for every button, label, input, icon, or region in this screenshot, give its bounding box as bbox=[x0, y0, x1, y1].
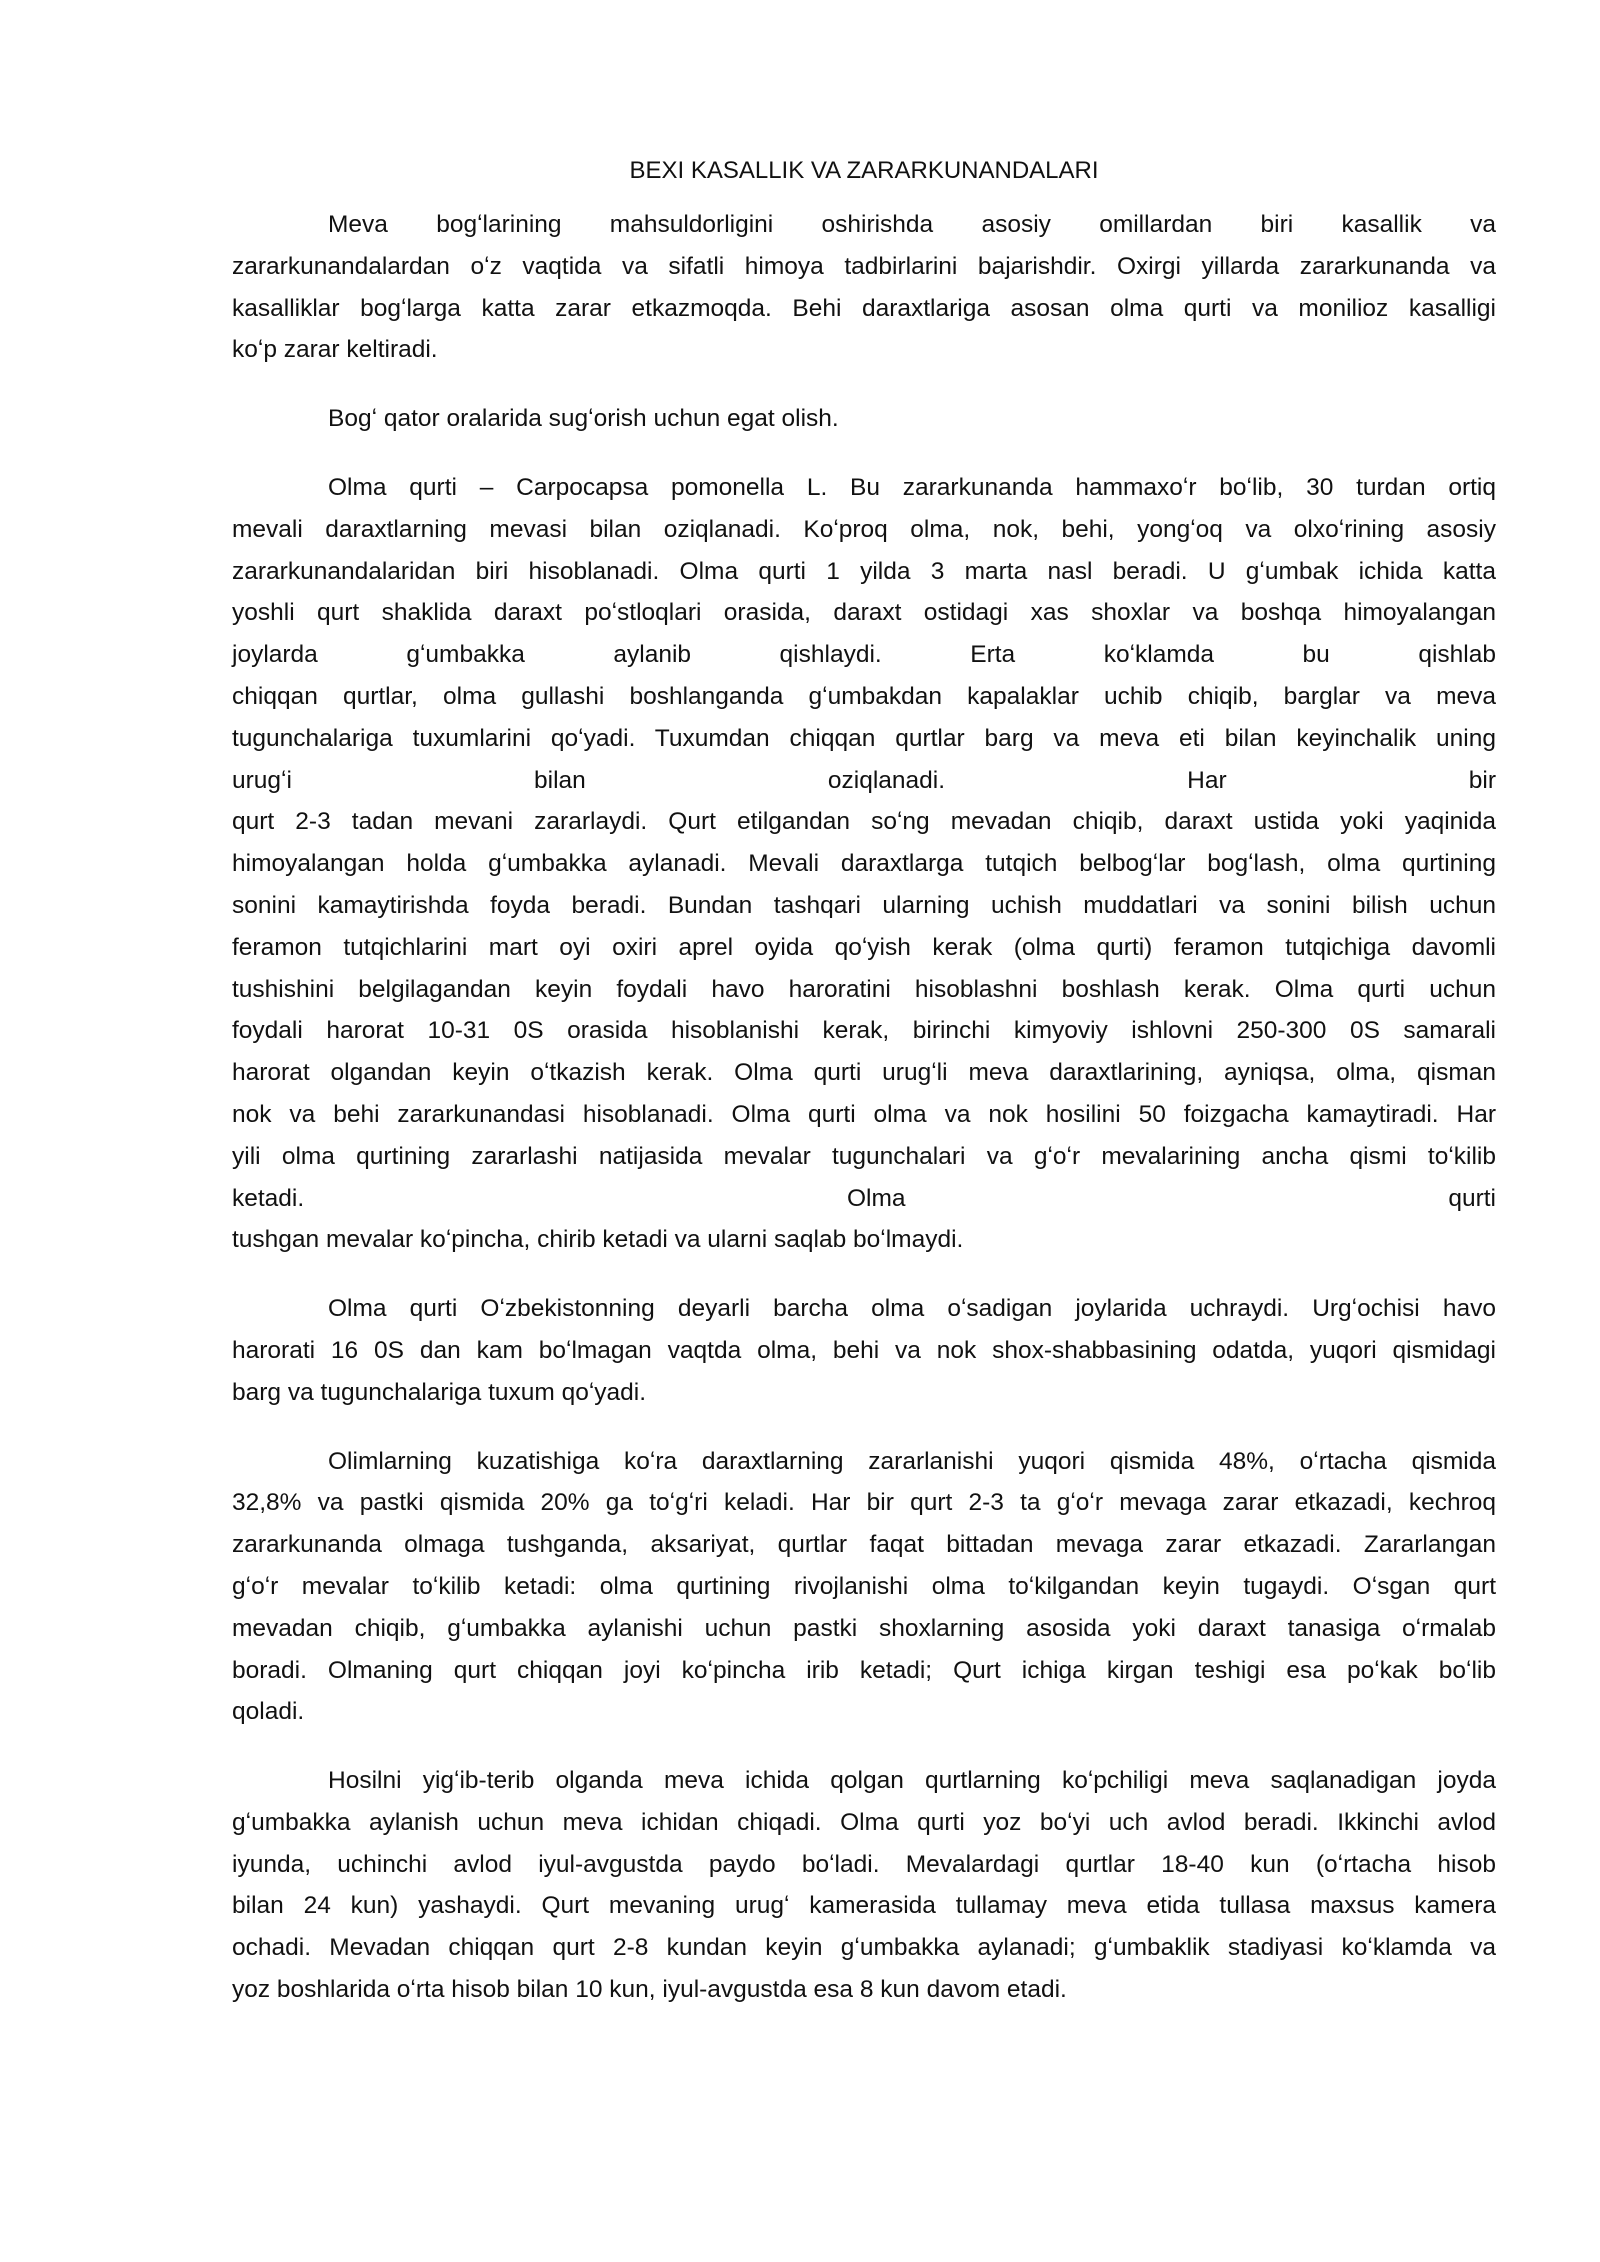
paragraph-container bbox=[232, 204, 1496, 2011]
paragraph-line: joylarda gʻumbakka aylanib qishlaydi. Erta koʻklamda bu qishlab bbox=[232, 641, 1496, 669]
paragraph-line: Bogʻ qator oralarida sugʻorish uchun egat olish. bbox=[328, 405, 839, 433]
paragraph bbox=[232, 1288, 1496, 1413]
paragraph-line: iyunda, uchinchi avlod iyul-avgustda paydo boʻladi. Mevalardagi qurtlar 18-40 kun (oʻrtacha hisob bbox=[232, 1850, 1496, 1878]
paragraph-line: tugunchalariga tuxumlarini qoʻyadi. Tuxumdan chiqqan qurtlar barg va meva eti bilan keyinchalik uning bbox=[232, 724, 1496, 752]
document-title: BEXI KASALLIK VA ZARARKUNANDALARI bbox=[629, 157, 1099, 184]
paragraph-line: kasalliklar bogʻlarga katta zarar etkazmoqda. Behi daraxtlariga asosan olma qurti va monilioz kasalligi bbox=[232, 294, 1496, 322]
document-body bbox=[232, 150, 1496, 2038]
paragraph-line: mevali daraxtlarning mevasi bilan oziqlanadi. Koʻproq olma, nok, behi, yongʻoq va olxoʻrining asosiy bbox=[232, 515, 1496, 543]
paragraph-line: zararkunanda olmaga tushganda, aksariyat, qurtlar faqat bittadan mevaga zarar etkazadi. Zararlangan bbox=[232, 1531, 1496, 1559]
paragraph-line: ochadi. Mevadan chiqqan qurt 2-8 kundan keyin gʻumbakka aylanadi; gʻumbaklik stadiyasi koʻklamda va bbox=[232, 1934, 1496, 1962]
paragraph-line: chiqqan qurtlar, olma gullashi boshlanganda gʻumbakdan kapalaklar uchib chiqib, barglar va meva bbox=[232, 682, 1496, 710]
paragraph-line: ketadi. Olma qurti bbox=[232, 1184, 1496, 1212]
paragraph-line: mevadan chiqib, gʻumbakka aylanishi uchun pastki shoxlarning asosida yoki daraxt tanasiga oʻrmalab bbox=[232, 1614, 1496, 1642]
paragraph bbox=[232, 204, 1496, 371]
paragraph-line: 32,8% va pastki qismida 20% ga toʻgʻri keladi. Har bir qurt 2-3 ta gʻoʻr mevaga zarar etkazadi, kechroq bbox=[232, 1489, 1496, 1517]
paragraph-line: Olma qurti Oʻzbekistonning deyarli barcha olma oʻsadigan joylarida uchraydi. Urgʻochisi havo bbox=[328, 1295, 1496, 1323]
paragraph-line: boradi. Olmaning qurt chiqqan joyi koʻpincha irib ketadi; Qurt ichiga kirgan teshigi esa poʻkak boʻlib bbox=[232, 1656, 1496, 1684]
paragraph-line: zararkunandalardan oʻz vaqtida va sifatli himoya tadbirlarini bajarishdir. Oxirgi yillarda zararkunanda va bbox=[232, 252, 1496, 280]
paragraph-line: Meva bogʻlarining mahsuldorligini oshirishda asosiy omillardan biri kasallik va bbox=[328, 211, 1496, 238]
paragraph-line: urugʻi bilan oziqlanadi. Har bir bbox=[232, 766, 1496, 794]
paragraph-line: bilan 24 kun) yashaydi. Qurt mevaning urugʻ kamerasida tullamay meva etida tullasa maxsus kamera bbox=[232, 1892, 1496, 1920]
paragraph-line: himoyalangan holda gʻumbakka aylanadi. Mevali daraxtlarga tutqich belbogʻlar bogʻlash, olma qurtining bbox=[232, 850, 1496, 878]
paragraph-line: Hosilni yigʻib-terib olganda meva ichida qolgan qurtlarning koʻpchiligi meva saqlanadigan joyda bbox=[328, 1767, 1496, 1795]
paragraph-line: yoz boshlarida oʻrta hisob bilan 10 kun, iyul-avgustda esa 8 kun davom etadi. bbox=[232, 1976, 1067, 2004]
paragraph bbox=[232, 1760, 1496, 2011]
paragraph-line: qoladi. bbox=[232, 1698, 305, 1726]
paragraph-line: foydali harorat 10-31 0S orasida hisoblanishi kerak, birinchi kimyoviy ishlovni 250-300 0S samarali bbox=[232, 1017, 1496, 1045]
paragraph-line: yoshli qurt shaklida daraxt poʻstloqlari orasida, daraxt ostidagi xas shoxlar va boshqa himoyalangan bbox=[232, 599, 1496, 627]
paragraph-line: harorati 16 0S dan kam boʻlmagan vaqtda olma, behi va nok shox-shabbasining odatda, yuqori qismidagi bbox=[232, 1336, 1496, 1364]
paragraph bbox=[232, 467, 1496, 1261]
paragraph-line: tushgan mevalar koʻpincha, chirib ketadi va ularni saqlab boʻlmaydi. bbox=[232, 1226, 964, 1254]
paragraph-line: yili olma qurtining zararlashi natijasida mevalar tugunchalari va gʻoʻr mevalarining ancha qismi toʻkilib bbox=[232, 1142, 1496, 1170]
paragraph-line: tushishini belgilagandan keyin foydali havo haroratini hisoblashni boshlash kerak. Olma qurti uchun bbox=[232, 975, 1496, 1003]
paragraph-line: qurt 2-3 tadan mevani zararlaydi. Qurt etilgandan soʻng mevadan chiqib, daraxt ustida yoki yaqinida bbox=[232, 808, 1496, 836]
paragraph-line: zararkunandalaridan biri hisoblanadi. Olma qurti 1 yilda 3 marta nasl beradi. U gʻumbak ichida katta bbox=[232, 557, 1496, 585]
paragraph bbox=[232, 1441, 1496, 1734]
paragraph-line: sonini kamaytirishda foyda beradi. Bundan tashqari ularning uchish muddatlari va sonini bilish uchun bbox=[232, 891, 1496, 919]
paragraph-line: harorat olgandan keyin oʻtkazish kerak. Olma qurti urugʻli meva daraxtlarining, ayniqsa, olma, qisman bbox=[232, 1059, 1496, 1087]
paragraph-line: koʻp zarar keltiradi. bbox=[232, 336, 438, 364]
paragraph bbox=[232, 398, 1496, 440]
paragraph-line: gʻoʻr mevalar toʻkilib ketadi: olma qurtining rivojlanishi olma toʻkilgandan keyin tugaydi. Oʻsgan qurt bbox=[232, 1572, 1496, 1600]
paragraph-line: Olimlarning kuzatishiga koʻra daraxtlarning zararlanishi yuqori qismida 48%, oʻrtacha qismida bbox=[328, 1447, 1496, 1475]
paragraph-line: feramon tutqichlarini mart oyi oxiri aprel oyida qoʻyish kerak (olma qurti) feramon tutqichiga davomli bbox=[232, 933, 1496, 961]
paragraph-line: gʻumbakka aylanish uchun meva ichidan chiqadi. Olma qurti yoz boʻyi uch avlod beradi. Ikkinchi avlod bbox=[232, 1808, 1496, 1836]
paragraph-line: barg va tugunchalariga tuxum qoʻyadi. bbox=[232, 1378, 647, 1406]
paragraph-line: Olma qurti – Carpocapsa pomonella L. Bu zararkunanda hammaxoʻr boʻlib, 30 turdan ortiq bbox=[328, 473, 1496, 501]
paragraph-line: nok va behi zararkunandasi hisoblanadi. Olma qurti olma va nok hosilini 50 foizgacha kamaytiradi. Har bbox=[232, 1100, 1496, 1128]
